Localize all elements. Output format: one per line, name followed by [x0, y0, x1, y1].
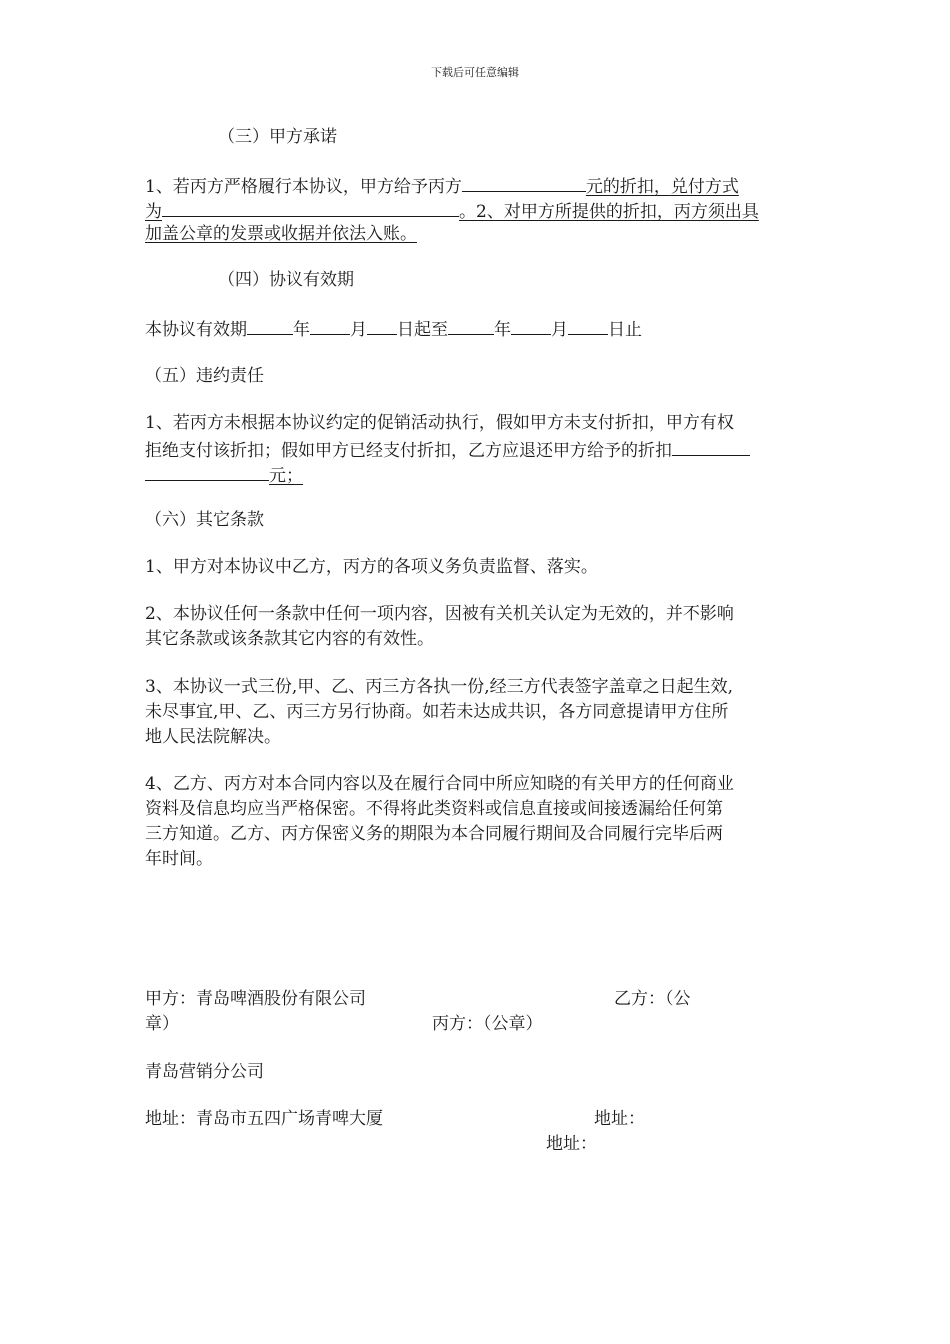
- party-c-signature: 丙方：（公章）: [432, 1014, 543, 1034]
- s5-line-2: [145, 437, 750, 463]
- clause-2-line-2: 其它条款或该条款其它内容的有效性。: [145, 629, 434, 649]
- section-3-title: （三）甲方承诺: [218, 127, 337, 147]
- validity-period-line: [145, 316, 642, 342]
- clause-3-line-3: 地人民法院解决。: [145, 727, 281, 747]
- s5-line-3-tail: 元；: [269, 466, 303, 486]
- section-6-title: （六）其它条款: [145, 510, 264, 530]
- clause-4-line-4: 年时间。: [145, 849, 213, 869]
- clause-1: 1、甲方对本协议中乙方，丙方的各项义务负责监督、落实。: [145, 557, 598, 577]
- party-b-signature: 乙方：（公: [614, 989, 691, 1009]
- refund-amount-blank-1: [672, 437, 750, 456]
- month-label-1: 月: [350, 320, 367, 340]
- party-b-address: 地址：: [594, 1109, 645, 1129]
- section-4-title: （四）协议有效期: [218, 270, 354, 290]
- party-c-address: 地址：: [546, 1134, 597, 1154]
- day-end-label: 日止: [608, 320, 642, 340]
- party-a-address: 地址：青岛市五四广场青啤大厦: [145, 1109, 383, 1129]
- year-label-2: 年: [494, 320, 511, 340]
- s3-line-2: [145, 198, 759, 224]
- s5-line-2-text: 拒绝支付该折扣；假如甲方已经支付折扣，乙方应退还甲方给予的折扣: [145, 441, 672, 461]
- end-day-blank: [568, 316, 608, 335]
- clause-4-line-1: 4、乙方、丙方对本合同内容以及在履行合同中所应知晓的有关甲方的任何商业: [145, 774, 734, 794]
- clause-4-line-2: 资料及信息均应当严格保密。不得将此类资料或信息直接或间接透漏给任何第: [145, 799, 723, 819]
- end-year-blank: [448, 316, 494, 335]
- validity-label: 本协议有效期: [145, 320, 247, 340]
- s3-line-1-text: 1、若丙方严格履行本协议，甲方给予丙方: [145, 177, 462, 197]
- clause-4-line-3: 三方知道。乙方、丙方保密义务的期限为本合同履行期间及合同履行完毕后两: [145, 824, 723, 844]
- month-label-2: 月: [551, 320, 568, 340]
- page-header-note: 下载后可任意编辑: [431, 66, 519, 79]
- s3-line-3: 加盖公章的发票或收据并依法入账。: [145, 224, 417, 244]
- party-a-branch: 青岛营销分公司: [145, 1062, 264, 1082]
- day-to-label: 日起至: [397, 320, 448, 340]
- party-a-signature: 甲方：青岛啤酒股份有限公司: [145, 989, 366, 1009]
- year-label-1: 年: [293, 320, 310, 340]
- clause-3-line-2: 未尽事宜,甲、乙、丙三方另行协商。如若未达成共识，各方同意提请甲方住所: [145, 702, 729, 722]
- clause-3-line-1: 3、本协议一式三份,甲、乙、丙三方各执一份,经三方代表签字盖章之日起生效,: [145, 677, 734, 697]
- s5-line-1: 1、若丙方未根据本协议约定的促销活动执行，假如甲方未支付折扣，甲方有权: [145, 413, 734, 433]
- s3-line-1: [145, 173, 739, 199]
- discount-amount-blank: [462, 173, 586, 192]
- clause-2-line-1: 2、本协议任何一条款中任何一项内容，因被有关机关认定为无效的，并不影响: [145, 604, 734, 624]
- s5-line-3: [145, 462, 303, 488]
- s3-line-2-prefix: 为: [145, 202, 162, 222]
- start-year-blank: [247, 316, 293, 335]
- payment-method-blank: [162, 198, 459, 217]
- start-day-blank: [367, 316, 397, 335]
- refund-amount-blank-2: [145, 462, 269, 481]
- s3-line-2-tail: 。2、对甲方所提供的折扣，丙方须出具: [459, 202, 759, 222]
- end-month-blank: [511, 316, 551, 335]
- party-b-signature-cont: 章）: [145, 1014, 179, 1034]
- start-month-blank: [310, 316, 350, 335]
- section-5-title: （五）违约责任: [145, 366, 264, 386]
- s3-line-1-tail: 元的折扣，兑付方式: [585, 177, 739, 197]
